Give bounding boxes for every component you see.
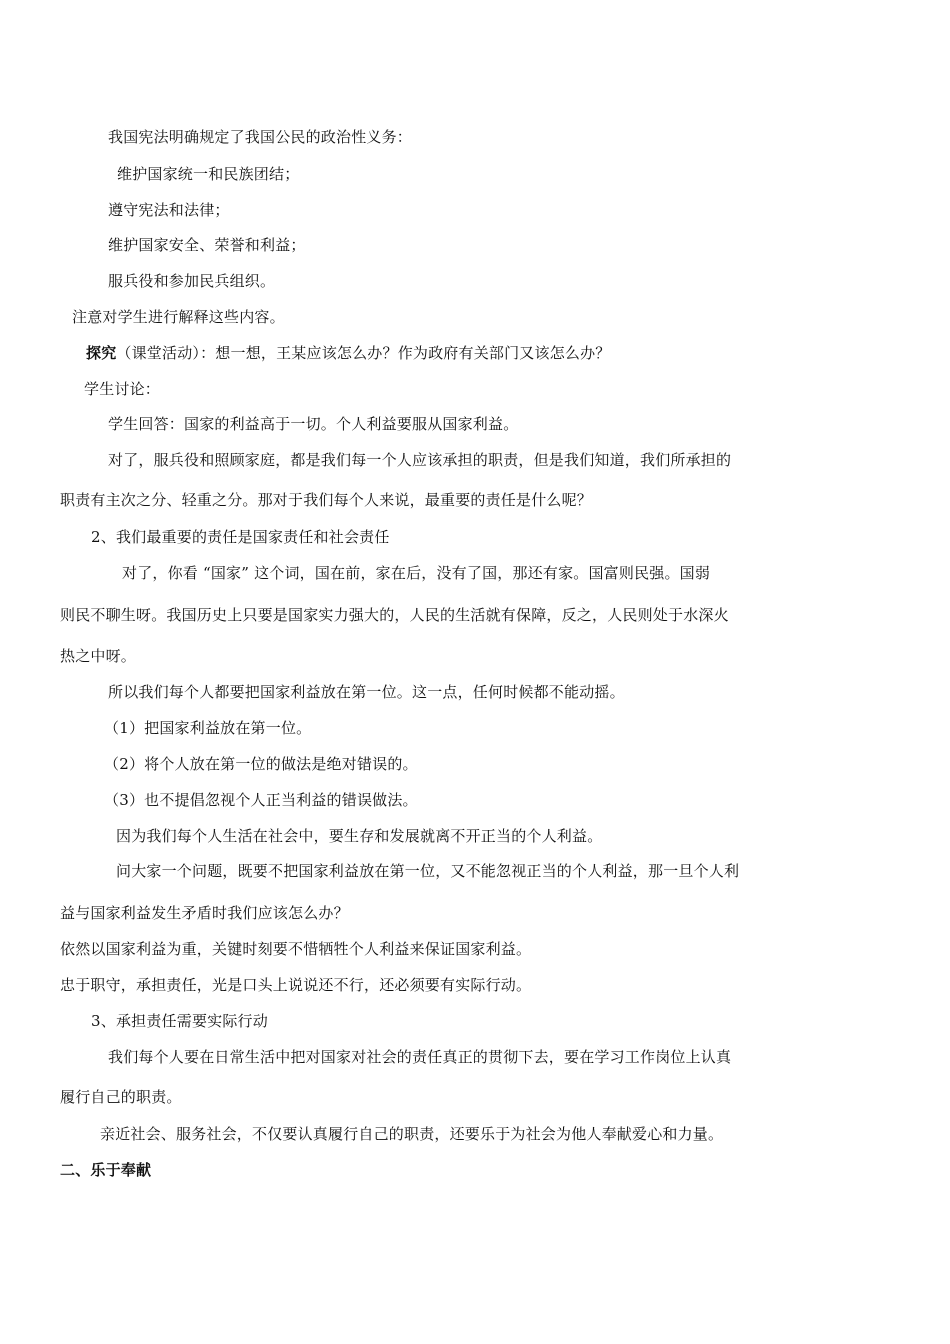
text-line: 热之中呀。 [60,647,137,665]
text-line: 益与国家利益发生矛盾时我们应该怎么办？ [60,904,349,922]
text-line [86,343,611,363]
text-line: 因为我们每个人生活在社会中，要生存和发展就离不开正当的个人利益。 [116,827,603,845]
text-line: 则民不聊生呀。我国历史上只要是国家实力强大的，人民的生活就有保障，反之，人民则处于水深火 [60,606,729,624]
text-line: 服兵役和参加民兵组织。 [108,272,276,290]
list-item: （3）也不提倡忽视个人正当利益的错误做法。 [104,791,418,809]
text-line: 我国宪法明确规定了我国公民的政治性义务： [108,128,413,146]
text-line: 学生回答：国家的利益高于一切。个人利益要服从国家利益。 [108,415,519,433]
text-line: 忠于职守，承担责任，光是口头上说说还不行，还必须要有实际行动。 [60,976,532,994]
section-heading: 3、承担责任需要实际行动 [91,1012,268,1030]
text-line: 问大家一个问题，既要不把国家利益放在第一位，又不能忽视正当的个人利益，那一旦个人利 [116,862,740,880]
inquiry-text: （课堂活动）：想一想，王某应该怎么办？作为政府有关部门又该怎么办？ [116,344,611,362]
text-line: 职责有主次之分、轻重之分。那对于我们每个人来说，最重要的责任是什么呢？ [60,491,593,509]
inquiry-label: 探究 [86,344,117,362]
text-line: 对了，你看 “国家” 这个词，国在前，家在后，没有了国，那还有家。国富则民强。国弱 [122,564,711,582]
text-line: 遵守宪法和法律； [108,201,230,219]
text-line: 我们每个人要在日常生活中把对国家对社会的责任真正的贯彻下去，要在学习工作岗位上认真 [108,1048,732,1066]
text-line: 履行自己的职责。 [60,1088,182,1106]
list-item: （2）将个人放在第一位的做法是绝对错误的。 [104,755,418,773]
text-line: 维护国家统一和民族团结； [117,165,300,183]
text-line: 注意对学生进行解释这些内容。 [72,308,285,326]
chapter-heading: 二、乐于奉献 [60,1161,152,1179]
text-line: 依然以国家利益为重，关键时刻要不惜牺牲个人利益来保证国家利益。 [60,940,532,958]
text-line: 所以我们每个人都要把国家利益放在第一位。这一点，任何时候都不能动摇。 [108,683,625,701]
section-heading: 2、我们最重要的责任是国家责任和社会责任 [91,528,390,546]
text-line: 学生讨论： [84,380,161,398]
list-item: （1）把国家利益放在第一位。 [104,719,312,737]
text-line: 亲近社会、服务社会，不仅要认真履行自己的职责，还要乐于为社会为他人奉献爱心和力量。 [100,1125,724,1143]
text-line: 维护国家安全、荣誉和利益； [108,236,306,254]
text-line: 对了，服兵役和照顾家庭，都是我们每一个人应该承担的职责，但是我们知道，我们所承担的 [108,451,732,469]
